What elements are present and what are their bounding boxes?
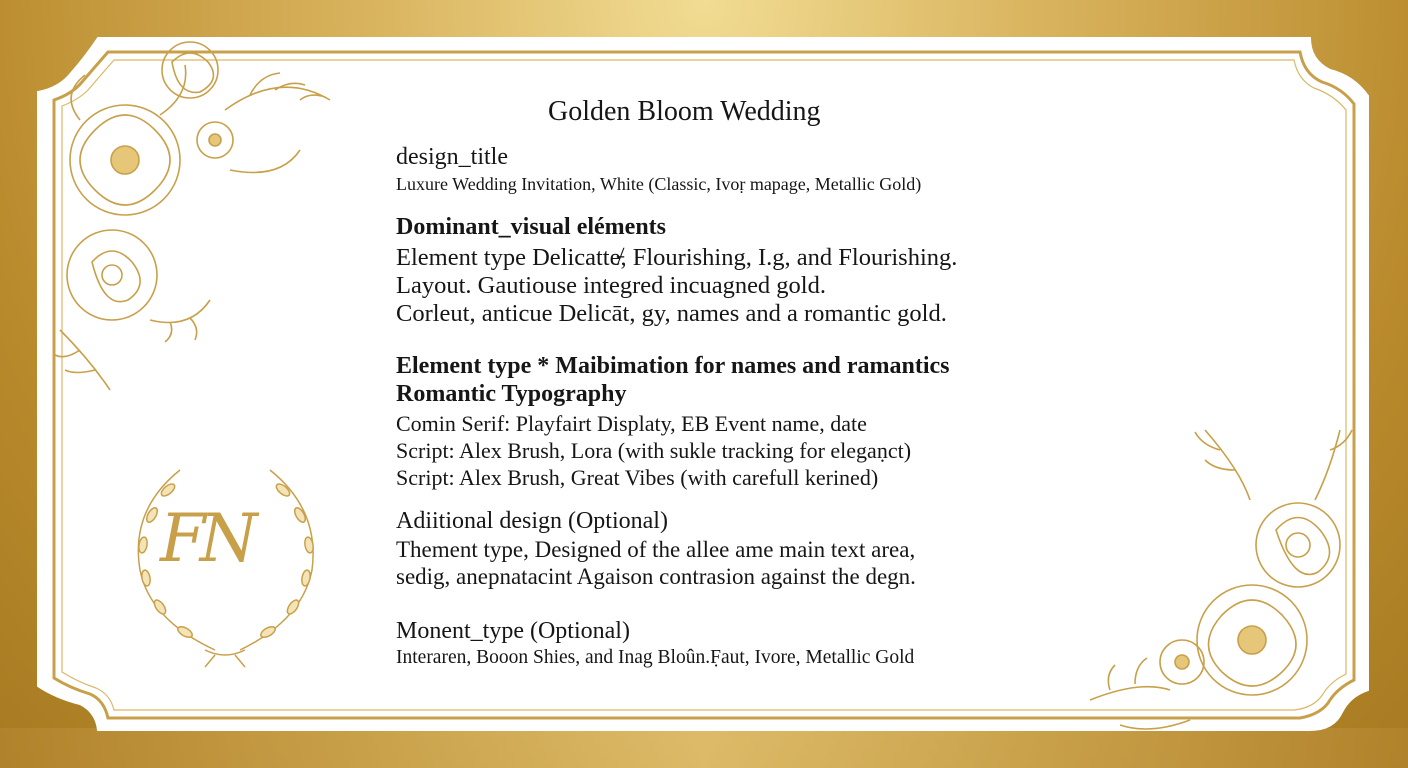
additional-design-heading: Adiitional design (Optional) (396, 508, 668, 534)
card-title: Golden Bloom Wedding (548, 96, 821, 127)
dominant-visual-heading: Dominant_visual eléments (396, 214, 666, 240)
typography-line: Script: Alex Brush, Lora (with sukle tracking for elegaṇct) (396, 438, 912, 463)
dominant-line: Corleut, anticue Delicāt, gy, names and a romantic gold. (396, 300, 947, 327)
design-title-label: design_title (396, 144, 508, 170)
monogram-letters: FN (160, 500, 252, 577)
typography-line: Comin Serif: Playfairt Displaty, EB Event name, date (396, 411, 867, 436)
moment-line: Interaren, Booon Shies, and Inag Bloûn.F̣aut, Ivore, Metallic Gold (396, 647, 915, 668)
additional-line: Thement type, Designed of the allee ame main text area, (396, 537, 916, 562)
typography-line: Script: Alex Brush, Great Vibes (with carefull kerined) (396, 465, 879, 490)
moment-type-heading: Monent_type (Optional) (396, 618, 630, 644)
romantic-typography-heading: Romantic Typography (396, 381, 627, 407)
dominant-line: Element type Delicatte̵̸, Flourishing, I.g, and Flourishing. (396, 244, 958, 271)
additional-line: sedig, anepnatacint Agaison contrasion against the degn. (396, 564, 916, 589)
design-title-value: Luxure Wedding Invitation, White (Classic, Ivoṛ mapage, Metallic Gold) (396, 174, 922, 194)
dominant-line: Layout. Gautiouse integred incuagned gold. (396, 272, 826, 299)
card-outer-frame (38, 38, 1368, 730)
element-type-heading: Element type * Maibimation for names and ramantics (396, 353, 950, 379)
